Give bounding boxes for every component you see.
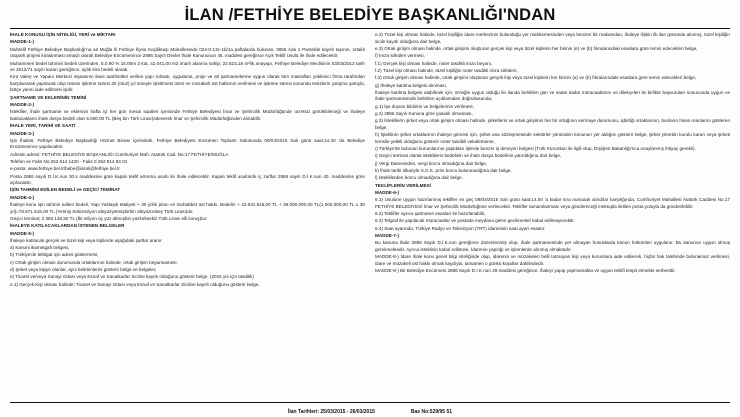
paragraph: i) Geçici teminat olarak isteklilerin bedelinin ve ihale dosya bedelinin yatırıldığına dair belge, <box>375 153 562 159</box>
paragraph: e.1) Gerçek Kişi olması halinde; Ticaret ve Sanayi Odası veya Esnaf ve Sanatkarlar Siciline kayıtlı olduğunu gösterir belge, <box>10 281 260 287</box>
footer <box>0 409 740 415</box>
paragraph: c) Ortak girişim olması durumunda ortaklarının halinde; ortak girişim beyannamesi. <box>10 259 178 265</box>
paragraph: Muhammen bedel tahmini bedeli üzerinden, 5.0.90 % 15.00m 2 kat, 42.041,00 m2 imarlı alanına sahip; 22.623,18 m²lik anayapı, Fethiye Belediye Meclisinin 03/03/2012 tarih ve 2012/71 sayılı kararı gereğince, aylık kira bedeli olarak. <box>10 60 365 73</box>
section-heading: TEKLİFLERİN VERİLMESİ <box>375 182 431 188</box>
paragraph: f.1) Gerçek kişi olması halinde, noter tasdikli imza beyanı, <box>375 60 493 66</box>
paragraph: f.2) Tüzel kişi olması halinde, tüzel kişiliğin noter tasdikli imza sirküleri, <box>375 67 518 73</box>
paragraph: g.1) İşe duyum bildirimi ve belgelerinin verilmesi, <box>375 103 474 109</box>
paragraph: g) İhaleye katılma belgesi alınması, <box>375 82 448 88</box>
paragraph: h) İşteklinin şirket ortaklarının ihaleye girmesi için, şirket ana sözleşmesinde sektörler yönünden konunun yer aldığını gösterir belge, şirket yönetim kurulu kararı veya şirketi temsile yetkili olduğunu gösterir noter tasdikli vekaletname, <box>375 132 730 144</box>
paragraph: e.3) Ortak girişim olması halinde, ortak girişimi oluşturan gerçek kişi veya tüzel kişilerin her birinin (e) ve (b) fıkralarındaki esaslara göre temin edecekleri belge, <box>375 45 698 51</box>
paragraph: Kira Vakrę ve Yapanı Merkezi inşaatının ilave taahhütleri verilen yapı ruhsatı, uygulama, proje ve alt şartnamelerine uygun olarak tüm masrafları yüklenici firma tarafından karşılanarak yapılacak olup tesisin işletme süresi 30 (otuz) yıl süreyle işletilmesi üzeri ve müzakeli üst hakkının verilmesi ve işletme süresi sonunda tesislerin çalışma şartıyla, bütçe yarısı iade edilmesi işidir. <box>10 74 365 93</box>
paragraph: e.2) Tüzel kişi olması halinde, tüzel kişiliğin idare merkezinin bulunduğu yer mahkemesinden veya benzeri bir makamdan, ihaleye ilişkin ilk ilan gününde alınmış, tüzel kişiliğin sicile kayıtlı olduğuna dair belge, <box>375 32 730 44</box>
section-heading: İHALE KONUSU İŞİN NİTELİĞİ, YERİ ve MİKTARI <box>10 32 116 38</box>
left-column <box>10 32 365 289</box>
paragraph: g.3) İsteklilerin şirket veya ortak girişim olması halinde, şirketlerin ve ortak girişimin her bir ortağının sermaye durumunu, işbirliği ortaklarının, bunların hisse oranlarını gösteren belge, <box>375 118 730 130</box>
columns-container <box>10 32 730 400</box>
paragraph: İşin İhalesi; Fethiye Belediye Başkanlığı Hizmet Binası içerisinde, Fethiye Belediyesi Encümen Toplantı Salonunda 09/04/2015 Salı günü saat:14.30 'da Belediye Encümenince yapılacaktır. <box>10 137 365 150</box>
paragraph: 6.4) Saat ayarında, Türkiye Radyo ve Televizyon (TRT) idaresinin saat ayarı esastır. <box>375 225 546 231</box>
section-heading: MADDE-2-) <box>10 102 34 108</box>
paragraph: Adresin adresi: FETHİYE BELEDİYE BAŞKANLIĞI Cumhuriyet Mah. Atatürk Cad. No:17 FETHİYE/MUĞLA <box>10 151 229 157</box>
section-heading: MADDE-6-) <box>375 189 399 195</box>
footer-divider <box>10 402 730 403</box>
right-column <box>375 32 730 275</box>
paragraph: f) İmza sirküleri vermesi, <box>375 53 425 59</box>
paragraph: f.3) Ortak girişim olması halinde, ortak girişimi oluşturan gerçek kişi veya tüzel kişilerin her birinin (a) ve (b) fıkralarındaki esaslara göre temin edecekleri belge, <box>375 75 697 81</box>
paragraph: Bu kanuna ihale 2886 Sayılı D.İ.K.nun gereğince düzenlenmiş olup, ihale şartnamesinde yer almayan hususlarda kanun hükümleri uygulanır. Bu kanunun uygun olmuş gerekmektedir. Ayrıca isteklinin kabul edilmesi, İdarenin yapılığı ve işlemlerde alınmış olmaktadır. <box>375 240 730 252</box>
paragraph: k) İhale tarihi itibariyle S.G.K. prim borcu bulunmadığına dair belge, <box>375 167 512 173</box>
announcement-number: Bas No:529/95 51 <box>410 409 453 415</box>
paragraph: MADDE-9-) Bir Belediye Encümeni 2886 Sayılı D.İ.K.nun 29.maddesi gereğince, ihaleyi yapıp yapmamakta ve uygun teklifi tespit etmekte serbesttir. <box>375 267 676 273</box>
paragraph: j) Vergi Dairesinden, vergi borcu olmadığına dair belge, <box>375 160 488 166</box>
publication-dates: İlan Tarihleri: 25/03/2015 - 26/03/2015 <box>287 409 375 415</box>
page-title: İLAN /FETHİYE BELEDİYE BAŞKANLIĞI'NDAN <box>184 6 556 24</box>
paragraph: e-posta: www.fethiye.bel.tr/bebe@isimli@fethiye.bel.tr <box>10 166 120 172</box>
section-heading: MADDE-4-) <box>10 194 34 200</box>
paragraph: Muhtelif Fethiye Belediye Başkanlığı'na ait Muğla İli Fethiye İlçesi Keçiliktaşı Mahallesinde 022-0-13c-1b/1a paftalarda bulunan, 3055 Ada 1 Parselde kayıtlı taşınm, ortaklı otopark projesi kiralanması amaçlı olarak Belediye Encümenince 2886 Sayılı Devlet İhale Kanununun 45. maddesi gereğince Açık Teklif Usulü ile ihale edilecektir. <box>10 46 365 59</box>
paragraph: MADDE-8-) İdare ihale konu genel bilgi niteliğinde olup, idarenin ve müzakeleri belli tutmayan kişi veya kurumlara iade edilecek, hiçbir hak talebinde bulunamaz verilmesi, idare ve müzakeli üst hakkı olmak kaydıyla, tamamen o günkü koşullar dahilindedir. <box>375 254 730 266</box>
paragraph: İhaleye konu işin tahmin edilen bedeli, Yapı Yaklaşık Maliyeti + 30 yıllık planı ve muhabbet üst hakkı. Bedelin + 42.631.615,00 TL + 36.000.000,00 TL(1.000.000,00 TL x 30 yıl)=78.671.615,00 TL (Yetmiş Sekizmilyon altıyüzyetmişbirbin altıyüzonbeş Türk Lirası)dır. <box>10 202 365 214</box>
section-heading: MADDE-7-) <box>375 232 399 238</box>
paragraph: e) Ticaret ve/veya Sanayi Odası veya Esnaf ve Sanatkarlar Sicilne kayıtlı olduğunu gösterir belge. (2015 yılı için tasdikli) <box>10 274 254 280</box>
section-heading: İHALE YERİ, TARİHİ VE SAATİ <box>10 123 76 129</box>
paragraph: 6.3) Telgraf ile yapılacak müracaatlar ve postada meydana gelen gecikmeleri kabul edilmeyecektir. <box>375 218 575 224</box>
section-heading: MADDE-5-) <box>10 230 34 236</box>
paragraph: İhaleye katılma belgesi alabilmek için; örneğin uygun olduğu ile ilanda belirtilen gün ve saate kadar müracaatlarını ve dilekçeleri ile birlikte başvuruları sonucunda uygun ve ihale şartnamesinde belirtilen açıklamaları doğrultusunda; <box>375 89 730 102</box>
title-divider <box>10 28 730 29</box>
paragraph: b) Türkiye'de tebligat için adres göstermesi, <box>10 252 99 258</box>
paragraph: d) Şirket veya kişiye olanlar, ayni belirtimlerini gösterir belge ve belgeler, <box>10 267 157 273</box>
section-heading: ŞARTNAME VE EKLERİNİN TEMİNİ <box>10 94 87 100</box>
section-heading: İŞİN TAHMİNİ EDİLEN BEDELİ ve GEÇİCİ TEMİNAT <box>10 187 121 193</box>
paragraph: g.2) 2886 Sayılı Kanuna göre yasaklı olmaması, <box>375 110 473 116</box>
paragraph: l) İsteklilerden borcu olmadığına dair belge. <box>375 175 463 181</box>
paragraph: Telefon ve Faks No:252 614 1420 - Faks 0 252 614 83 04 <box>10 158 128 164</box>
section-heading: MADDE-1-) <box>10 39 34 45</box>
paragraph: 6.2) Teklifler ayrıca şartname esasları ile hazırlanabilir, <box>375 210 486 216</box>
paragraph: ı) Türkiye'de bulunan kurumlarının yaptıkları işlerde benzer iş deneyim belgesi (Türk Kurumları ile ilgili olup, Dışişleri Bakanlığı'nca onaylanmış ihtiyaç gerekli). <box>375 145 696 151</box>
paragraph: a) Kanuni ikametgah belgesi, <box>10 245 70 251</box>
paragraph: Posta 2886 sayılı D.İ.K.nun 30.s maddesine göre kapalı teklif artırıma usulü ile ihale edilecektir. Kapalı teklif usulünde iç zarflar 2886 sayılı D.İ.K.nun 40. maddesine göre açılacaktır. <box>10 173 365 186</box>
paragraph: İhaleye katılacak gerçek ve tüzel kişi veya kişilerde aşağıdaki şartlar aranır. <box>10 237 163 243</box>
paragraph: Geçici teminat; 2.360.148,50 TL (İki milyon üç yüz altmışbin yüzkırksekiz Türk Lirası elli kuruş)tur. <box>10 215 208 221</box>
section-heading: İHALEYE KATILACAKLARDAN İSTENEN BELGELER <box>10 223 125 229</box>
section-heading: MADDE-3-) <box>10 130 34 136</box>
paragraph: 6.1) Usulüne uygun hazırlanmış teklifler en geç 09/04/2015 Salı günü saat:14.00 'a kadar sıra numaralı alındılar karşılığında, Cumhuriyet Mahallesi Atatürk Caddesi No:17 FETHİYE BELEDİYESİ İmar ve Şehircilik Müdürlüğüne verilecektir. Teklifler tamamlanması veya göndereceği mektupla iletilen posta yoluyla da gönderilebilir. <box>375 197 730 209</box>
paragraph: İstekliler, ihale şartname ve eklerinin hafta içi her gün mesai saatleri içerisinde Fethiye Belediyesi İmar ve Şehircilik Müdürlüğünde ücretsiz görülebileceği ve ihaleye katılacakların ihale dosya bedeli olan 5.000,00 TL (Beş bin Türk Lirası)ödenerek İmar ve Şehircilik Müdürlüğünden alınabilir. <box>10 109 365 121</box>
